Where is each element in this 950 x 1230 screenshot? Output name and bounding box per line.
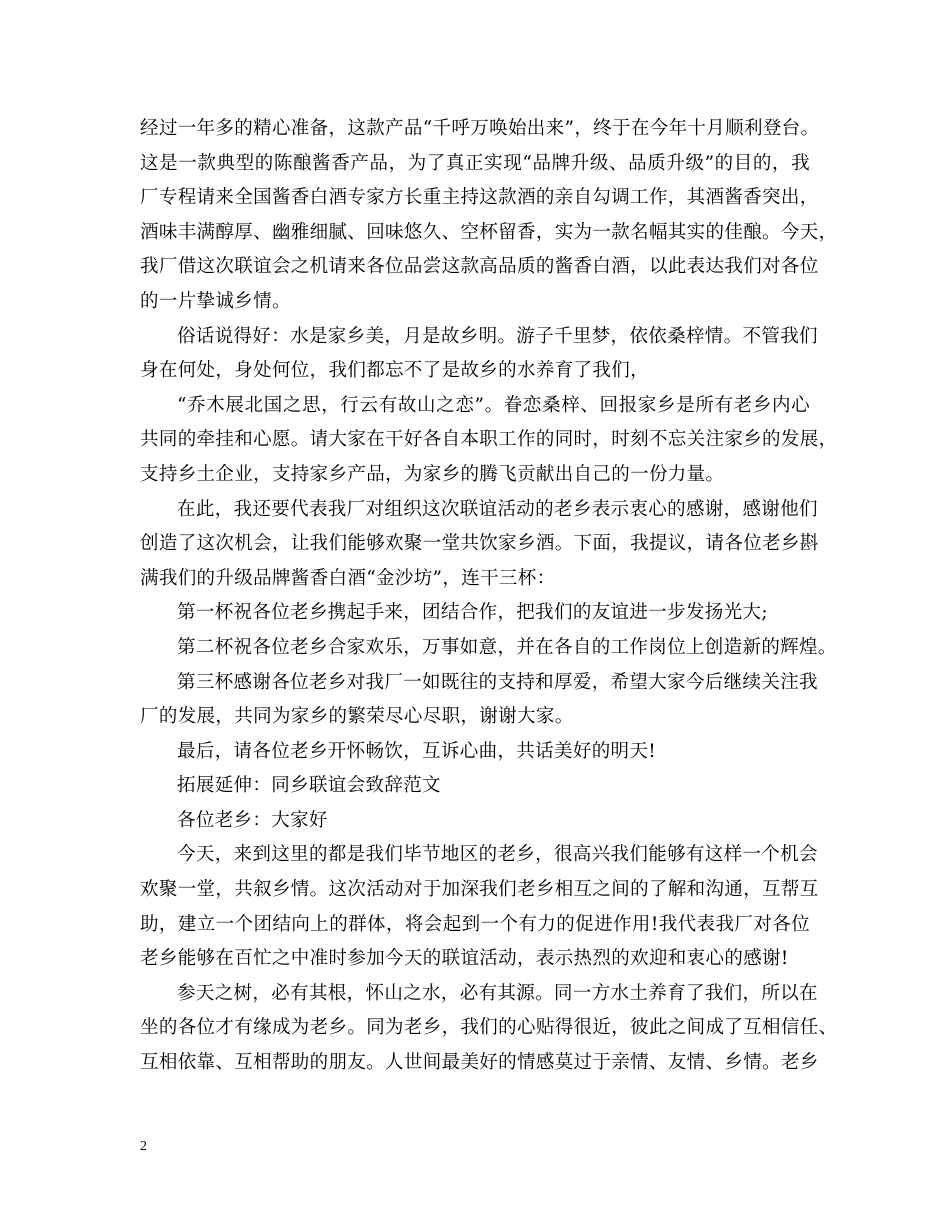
text-line: 坐的各位才有缘成为老乡。同为老乡，我们的心贴得很近，彼此之间成了互相信任、 — [140, 1017, 838, 1039]
document-body — [140, 112, 838, 1081]
text-line: 的一片挚诚乡情。 — [140, 290, 291, 312]
text-line: 共同的牵挂和心愿。请大家在干好各自本职工作的同时，时刻不忘关注家乡的发展， — [140, 429, 838, 451]
text-line: 在此，我还要代表我厂对组织这次联谊活动的老乡表示衷心的感谢，感谢他们 — [177, 498, 818, 520]
text-line: 第三杯感谢各位老乡对我厂一如既往的支持和厚爱，希望大家今后继续关注我 — [177, 671, 818, 693]
page-number: 2 — [140, 1139, 147, 1154]
text-line: 欢聚一堂，共叙乡情。这次活动对于加深我们老乡相互之间的了解和沟通，互帮互 — [140, 879, 819, 901]
text-line: 厂的发展，共同为家乡的繁荣尽心尽职，谢谢大家。 — [140, 706, 574, 728]
text-line: 身在何处，身处何位，我们都忘不了是故乡的水养育了我们， — [140, 360, 649, 382]
text-line: 各位老乡：大家好 — [177, 809, 328, 831]
text-line: 拓展延伸：同乡联谊会致辞范文 — [177, 775, 441, 797]
text-line: 俗话说得好：水是家乡美，月是故乡明。游子千里梦，依依桑梓情。不管我们 — [177, 325, 818, 347]
text-line: 第一杯祝各位老乡携起手来，团结合作，把我们的友谊进一步发扬光大; — [177, 602, 768, 624]
text-line: 厂专程请来全国酱香白酒专家方长重主持这款酒的亲自勾调工作，其酒酱香突出， — [140, 187, 819, 209]
text-line: 最后，请各位老乡开怀畅饮，互诉心曲，共话美好的明天! — [177, 740, 657, 762]
text-line: 创造了这次机会，让我们能够欢聚一堂共饮家乡酒。下面，我提议，请各位老乡斟 — [140, 533, 819, 555]
text-line: “乔木展北国之思，行云有故山之恋”。眷恋桑梓、回报家乡是所有老乡内心 — [177, 394, 810, 416]
text-line: 助，建立一个团结向上的群体，将会起到一个有力的促进作用!我代表我厂对各位 — [140, 913, 810, 935]
text-line: 第二杯祝各位老乡合家欢乐，万事如意，并在各自的工作岗位上创造新的辉煌。 — [177, 636, 837, 658]
text-line: 满我们的升级品牌酱香白酒“金沙坊”，连干三杯： — [140, 567, 556, 589]
text-line: 酒味丰满醇厚、幽雅细腻、回味悠久、空杯留香，实为一款名幅其实的佳酿。今天， — [140, 221, 838, 243]
text-line: 互相依靠、互相帮助的朋友。人世间最美好的情感莫过于亲情、友情、乡情。老乡 — [140, 1052, 819, 1074]
text-line: 老乡能够在百忙之中准时参加今天的联谊活动，表示热烈的欢迎和衷心的感谢! — [140, 948, 789, 970]
text-line: 今天，来到这里的都是我们毕节地区的老乡，很高兴我们能够有这样一个机会 — [177, 844, 818, 866]
text-line: 参天之树，必有其根，怀山之水，必有其源。同一方水土养育了我们，所以在 — [177, 982, 818, 1004]
text-line: 经过一年多的精心准备，这款产品“千呼万唤始出来”，终于在今年十月顺利登台。 — [140, 118, 820, 139]
text-line: 这是一款典型的陈酿酱香产品，为了真正实现“品牌升级、品质升级”的目的，我 — [140, 152, 810, 174]
text-line: 我厂借这次联谊会之机请来各位品尝这款高品质的酱香白酒，以此表达我们对各位 — [140, 256, 819, 278]
text-line: 支持乡土企业，支持家乡产品，为家乡的腾飞贡献出自己的一份力量。 — [140, 463, 725, 485]
